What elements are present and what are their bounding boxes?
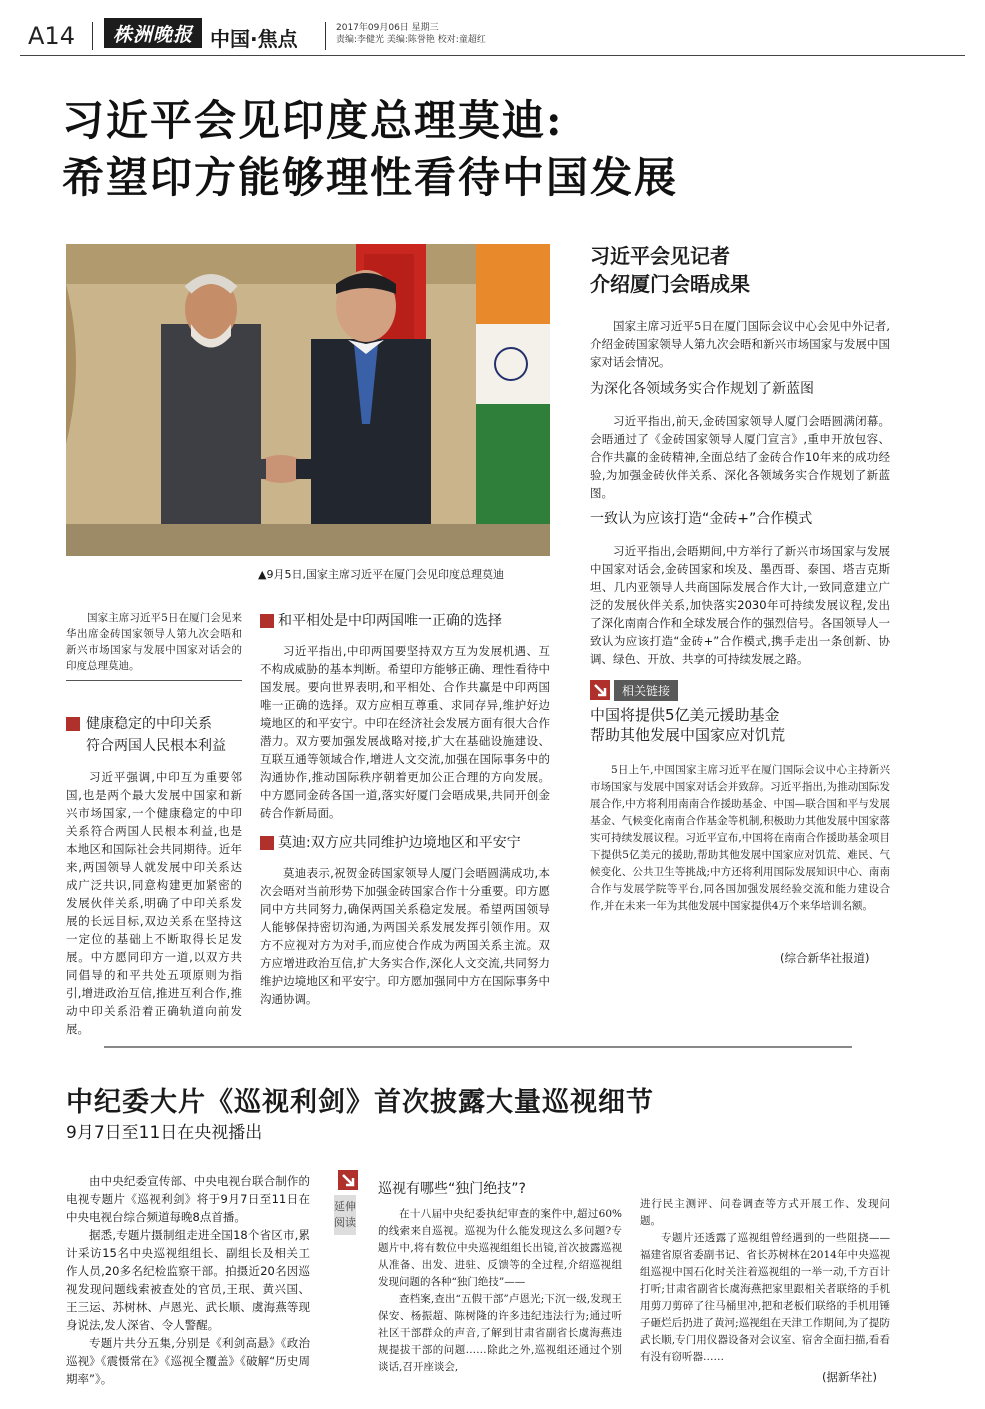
- news-photo: [66, 244, 550, 556]
- extended-paragraph: 专题片还透露了巡视组曾经遇到的一些阻挠——福建省原省委副书记、省长苏树林在2014年中央巡视组巡视中国石化时关注着巡视组的一举一动,千方百计打听;甘肃省副省长虞海燕把家里跟相关者联络的手机用剪刀剪碎了往马桶里冲,把和老板们联络的手机用锤子砸烂后扔进了黄河;巡视组在天津工作期间,为了提防武长顺,专门用仪器设备对会议室、宿舍全面扫描,看看有没有窃听器……: [640, 1232, 890, 1363]
- header-meta: [336, 22, 486, 46]
- second-story-body: [66, 1172, 310, 1388]
- middle-paragraph: 习近平指出,中印两国要坚持双方互为发展机遇、互不构成威胁的基本判断。希望印方能够正确、理性看待中国发展。要向世界表明,和平相处、合作共赢是中印两国唯一正确的选择。双方应相互尊重、求同存异,维护好边境地区的和平安宁。中印在经济社会发展方面有很大合作潜力。双方要加强发展战略对接,扩大在基础设施建设、互联互通等领域合作,增进人文交流,加强在国际事务中的沟通协作,推动国际秩序朝着更加公正合理的方向发展。中方愿同金砖各国一道,落实好厦门会晤成果,共同开创金砖合作新局面。: [260, 644, 550, 820]
- section-title: 中国·焦点: [210, 27, 298, 51]
- right-paragraph: 习近平指出,会晤期间,中方举行了新兴市场国家与发展中国家对话会,金砖国家和埃及、墨西哥、泰国、塔吉克斯坦、几内亚领导人共商国际发展合作大计,一致同意建立广泛的发展伙伴关系,加快落实2030年可持续发展议程,发出了深化南南合作和全球发展合作的强烈信号。各国领导人一致认为应该打造“金砖+”合作模式,携手走出一条创新、协调、绿色、开放、共享的可持续发展之路。: [590, 544, 890, 666]
- header-rule: [20, 55, 965, 56]
- related-headline-line2: 帮助其他发展中国家应对饥荒: [590, 726, 786, 744]
- extended-reading-title: 巡视有哪些“独门绝技”?: [378, 1181, 526, 1197]
- right-paragraph: 习近平指出,前天,金砖国家领导人厦门会晤圆满闭幕。会晤通过了《金砖国家领导人厦门宣言》,重申开放包容、合作共赢的金砖精神,全面总结了金砖合作10年来的成功经验,为加强金砖伙伴关系、深化各领域务实合作规划了新蓝图。: [590, 414, 890, 500]
- newspaper-logo: 株洲晚报: [104, 18, 202, 48]
- extended-paragraph: 查档案,查出“五假干部”卢恩光;下沉一级,发现王保安、杨振超、陈树隆的许多违纪违法行为;通过听社区干部群众的声音,了解到甘肃省副省长虞海燕违规提拔干部的问题……除此之外,巡视组还通过个别谈话,召开座谈会,: [378, 1293, 622, 1373]
- extended-paragraph: 在十八届中央纪委执纪审查的案件中,超过60%的线索来自巡视。巡视为什么能发现这么多问题?专题片中,将有数位中央巡视组组长出镜,首次披露巡视从准备、出发、进驻、反馈等的全过程,介绍巡视组发现问题的各种“独门绝技”——: [378, 1208, 622, 1288]
- right-subheading: 为深化各领域务实合作规划了新蓝图: [590, 381, 814, 397]
- middle-subheading: 和平相处是中印两国唯一正确的选择: [278, 613, 502, 629]
- middle-paragraph: 莫迪表示,祝贺金砖国家领导人厦门会晤圆满成功,本次会晤对当前形势下加强金砖国家合作十分重要。印方愿同中方共同努力,确保两国关系稳定发展。希望两国领导人能够保持密切沟通,为两国关系发展发挥引领作用。双方不应视对方为对手,而应使合作成为两国关系主流。双方应增进政治互信,扩大务实合作,深化人文交流,共同努力维护边境地区和平安宁。印方愿加强同中方在国际事务中沟通协调。: [260, 866, 550, 1006]
- second-story-subhead: 9月7日至11日在央视播出: [66, 1123, 263, 1143]
- right-headline-line1: 习近平会见记者: [590, 244, 730, 268]
- extended-reading-label: 延伸阅读: [334, 1195, 356, 1235]
- story-divider: [104, 1046, 852, 1048]
- extended-reading-column: [378, 1206, 622, 1376]
- header-divider: [92, 22, 93, 50]
- left-subheading-line1: 健康稳定的中印关系: [86, 716, 212, 732]
- second-story-headline: 中纪委大片《巡视利剑》首次披露大量巡视细节: [66, 1087, 654, 1118]
- extended-credit: (据新华社): [822, 1370, 877, 1384]
- header-divider: [325, 22, 326, 50]
- left-subheading-line2: 符合两国人民根本利益: [86, 738, 226, 754]
- photo-caption: ▲9月5日,国家主席习近平在厦门会见印度总理莫迪: [258, 568, 504, 581]
- related-paragraph: 5日上午,中国国家主席习近平在厦门国际会议中心主持新兴市场国家与发展中国家对话会并致辞。习近平指出,为推动国际发展合作,中方将利用南南合作援助基金、中国—联合国和平与发展基金、气候变化南南合作基金等机制,积极助力其他发展中国家落实可持续发展议程。习近平宣布,中国将在南南合作援助基金项目下提供5亿美元的援助,帮助其他发展中国家应对饥荒、难民、气候变化、公共卫生等挑战;中方还将利用国际发展知识中心、南南合作与发展学院等平台,同各国加强发展经验交流和能力建设合作,并在未来一年为其他发展中国家提供4万个来华培训名额。: [590, 764, 890, 912]
- second-story-paragraph: 据悉,专题片摄制组走进全国18个省区市,累计采访15名中央巡视组组长、副组长及相关工作人员,20多名纪检监察干部。拍摄近20名因巡视发现问题线索被查处的官员,王珉、黄兴国、王三运、苏树林、卢恩光、武长顺、虞海燕等现身说法,发人深省、令人警醒。: [66, 1228, 310, 1332]
- lead-paragraph: 国家主席习近平5日在厦门会见来华出席金砖国家领导人第九次会晤和新兴市场国家与发展中国家对话会的印度总理莫迪。: [66, 612, 242, 672]
- divider: [66, 680, 242, 681]
- main-headline-line1: 习近平会见印度总理莫迪:: [62, 96, 564, 145]
- second-story-paragraph: 由中央纪委宣传部、中央电视台联合制作的电视专题片《巡视利剑》将于9月7日至11日在中央电视台综合频道每晚8点首播。: [66, 1174, 310, 1224]
- editor-credits: 责编:李健光 美编:陈誉艳 校对:童超红: [336, 35, 486, 45]
- middle-subheading: 莫迪:双方应共同维护边境地区和平安宁: [278, 835, 521, 851]
- subheading-marker: [66, 717, 80, 731]
- page-number: A14: [28, 22, 75, 50]
- related-links-label: 相关链接: [614, 680, 678, 701]
- main-headline-line2: 希望印方能够理性看待中国发展: [62, 153, 679, 202]
- arrow-icon: [590, 680, 610, 700]
- subheading-marker: [260, 836, 274, 850]
- extended-reading-column: [640, 1196, 890, 1366]
- extended-paragraph: 进行民主测评、问卷调查等方式开展工作、发现问题。: [640, 1198, 890, 1227]
- arrow-icon: [338, 1170, 358, 1190]
- second-story-paragraph: 专题片共分五集,分别是《利剑高悬》《政治巡视》《震慑常在》《巡视全覆盖》《破解“历史周期率”》。: [66, 1336, 310, 1386]
- issue-date: 2017年09月06日 星期三: [336, 23, 439, 33]
- left-paragraph: 习近平强调,中印互为重要邻国,也是两个最大发展中国家和新兴市场国家,一个健康稳定的中印关系符合两国人民根本利益,也是本地区和国际社会共同期待。近年来,两国领导人就发展中印关系达成广泛共识,同意构建更加紧密的发展伙伴关系,明确了中印关系发展的长远目标,双边关系在坚持这一定位的基础上不断取得长足发展。中方愿同印方一道,以双方共同倡导的和平共处五项原则为指引,增进政治互信,推进互利合作,推动中印关系沿着正确轨道向前发展。: [66, 770, 242, 1036]
- subheading-marker: [260, 614, 274, 628]
- right-headline-line2: 介绍厦门会晤成果: [590, 272, 750, 296]
- related-credit: (综合新华社报道): [780, 951, 870, 965]
- right-subheading: 一致认为应该打造“金砖+”合作模式: [590, 511, 813, 527]
- related-headline-line1: 中国将提供5亿美元援助基金: [590, 706, 780, 724]
- right-paragraph: 国家主席习近平5日在厦门国际会议中心会见中外记者,介绍金砖国家领导人第九次会晤和新兴市场国家与发展中国家对话会情况。: [590, 319, 890, 369]
